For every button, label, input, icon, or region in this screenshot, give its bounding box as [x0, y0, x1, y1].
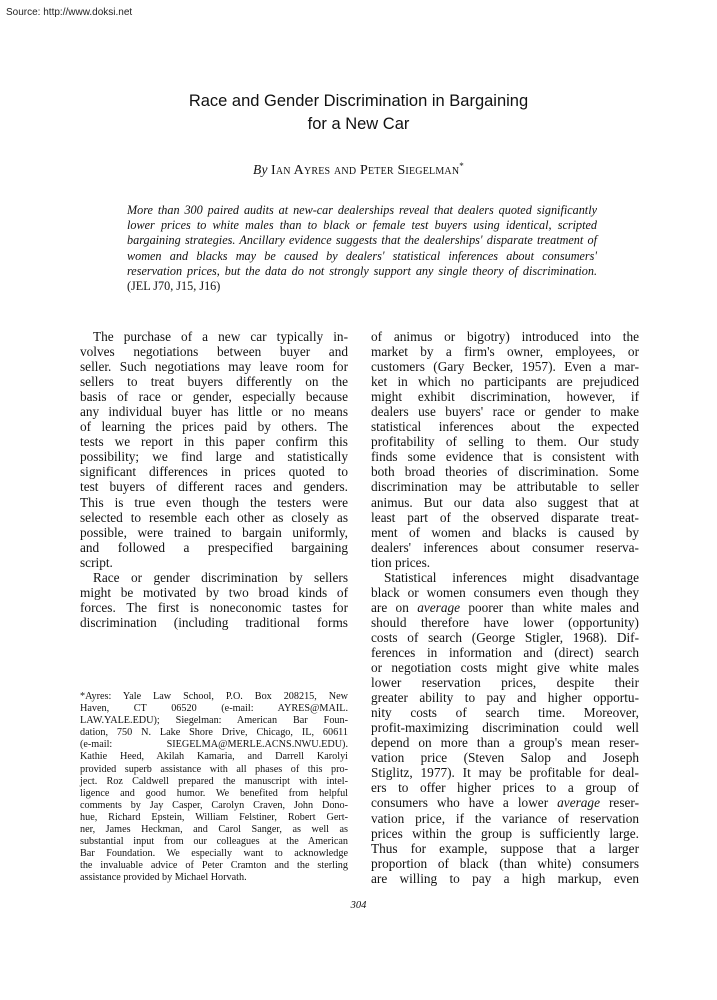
footnote-line: LAW.YALE.EDU); Siegelman: American Bar Foun-	[80, 715, 348, 727]
body-text-line: finds some evidence that is consistent with	[371, 449, 639, 465]
body-text-line: consumers who have a lower average reser-	[371, 795, 639, 811]
footnote-line: *Ayres: Yale Law School, P.O. Box 208215, New	[80, 691, 348, 702]
body-text-line: selected to resemble each other as closely as	[80, 509, 348, 525]
abstract-text: More than 300 paired audits at new-car dealerships reveal that dealers quoted significantly lower prices to white males than to black or female test buyers using identical, scripted bargaining strategies. Ancillary evidence suggests that the dealerships' disparate treatment of women and blacks may be caused by dealers' statistical inferences about consumers' reservation prices, but the data do not strongly support any single theory of discrimination.	[127, 203, 597, 278]
body-text-line: should therefore have lower (opportunity)	[371, 614, 639, 630]
body-text-line: and followed a prespecified bargaining	[80, 539, 348, 555]
footnote-line: ject. Roz Caldwell prepared the manuscript with intel-	[80, 775, 348, 787]
right-column	[371, 329, 639, 886]
body-text-line: greater ability to pay and higher opportu-	[371, 690, 639, 706]
body-text-line: dealers' inferences about consumer reserva-	[371, 539, 639, 555]
body-text-line: This is true even though the testers were	[80, 494, 348, 510]
body-text-line: Stiglitz, 1977). It may be profitable for deal-	[371, 765, 639, 781]
footnote-line: ner, James Heckman, and Carol Sanger, as well as	[80, 824, 348, 836]
author-footnote-mark: *	[459, 161, 464, 171]
body-text-line: or negotiation costs might give white males	[371, 660, 639, 676]
body-text-line: sellers to treat buyers differently on the	[80, 374, 348, 390]
footnote-line: comments by Jay Casper, Carolyn Craven, John Dono-	[80, 799, 348, 811]
body-text-line: of learning the prices paid by others. The	[80, 419, 348, 435]
body-text-line: market by a firm's owner, employees, or	[371, 344, 639, 360]
byline	[0, 161, 717, 179]
emphasis: average	[417, 599, 461, 615]
footnote-line: assistance provided by Michael Horvath.	[80, 872, 247, 884]
body-text-line: might be motivated by two broad kinds of	[80, 584, 348, 600]
source-url: Source: http://www.doksi.net	[6, 7, 133, 18]
body-text-line: vation price (Steven Salop and Joseph	[371, 750, 639, 766]
body-text-line: ers to offer higher prices to a group of	[371, 780, 639, 796]
byline-by: By	[253, 162, 268, 178]
body-text-line: are willing to pay a high markup, even	[371, 870, 639, 886]
body-text-line: forces. The first is noneconomic tastes for	[80, 599, 348, 615]
body-text-line: The purchase of a new car typically in-	[93, 329, 348, 344]
body-text-line: Statistical inferences might disadvantage	[384, 569, 639, 585]
body-text-line: discrimination (including traditional forms	[80, 614, 348, 630]
jel-codes: (JEL J70, J15, J16)	[127, 279, 221, 294]
body-text-line: might exhibit discrimination, however, if	[371, 389, 639, 405]
page-number: 304	[350, 900, 367, 911]
body-text-line: significant differences in prices quoted to	[80, 464, 348, 480]
body-text-line: least part of the observed disparate treat-	[371, 509, 639, 525]
body-text-line: proportion of black (than white) consumers	[371, 855, 639, 871]
body-text-line: both broad theories of discrimination. Some	[371, 464, 639, 480]
body-text-line: tion prices.	[371, 554, 431, 570]
body-text-line: ferences in information and (direct) search	[371, 644, 639, 660]
body-text-line: customers (Gary Becker, 1957). Even a mar-	[371, 359, 639, 375]
body-text-line: nity costs of search time. Moreover,	[371, 705, 639, 721]
footnote-line: (e-mail: SIEGELMA@MERLE.ACNS.NWU.EDU).	[80, 739, 348, 751]
footnote-line: Kathie Heed, Akilah Kamaria, and Darrell Karolyi	[80, 751, 348, 763]
abstract	[127, 203, 597, 294]
body-text-line: animus. But our data also suggest that at	[371, 494, 639, 510]
title-line-2: for a New Car	[307, 115, 410, 133]
body-text-line: dealers use buyers' race or gender to make	[371, 404, 639, 420]
body-text-line: Thus for example, suppose that a larger	[371, 840, 639, 856]
body-text-line: statistical inferences about the expected	[371, 419, 639, 435]
body-text-line: seller. Such negotiations may leave room for	[80, 359, 348, 375]
body-text-line: basis of race or gender, especially because	[80, 389, 348, 405]
body-text-line: ket in which no participants are prejudiced	[371, 374, 639, 390]
paper-title	[0, 90, 717, 136]
footnote-line: dation, 750 N. Lake Shore Drive, Chicago, IL, 60611	[80, 727, 348, 739]
body-text-line: Race or gender discrimination by sellers	[93, 569, 348, 585]
footnote-line: Haven, CT 06520 (e-mail: AYRES@MAIL.	[80, 703, 348, 715]
body-text-line: prices within the group is sufficiently large.	[371, 825, 639, 841]
body-text-line: profitability of selling to them. Our study	[371, 434, 639, 450]
body-text-line: script.	[80, 554, 113, 570]
footnote-line: hue, Richard Epstein, William Felstiner, Robert Gert-	[80, 811, 348, 823]
author-footnote	[80, 691, 348, 885]
footnote-line: provided superb assistance with all phases of this pro-	[80, 763, 348, 775]
body-text-line: of animus or bigotry) introduced into the	[371, 329, 639, 344]
body-text-line: vation price, if the variance of reservation	[371, 810, 639, 826]
left-column	[80, 329, 348, 630]
body-text-line: are on average poorer than white males and	[371, 599, 639, 615]
body-text-line: possible, were trained to bargain uniformly,	[80, 524, 348, 540]
footnote-line: substantial input from our colleagues at the American	[80, 836, 348, 848]
byline-authors: Ian Ayres and Peter Siegelman	[271, 163, 460, 179]
body-text-line: discrimination may be attributable to seller	[371, 479, 639, 495]
body-text-line: tests we report in this paper confirm this	[80, 434, 348, 450]
body-text-line: ment of women and blacks is caused by	[371, 524, 639, 540]
body-text-line: possibility; we find large and statistically	[80, 449, 348, 465]
title-line-1: Race and Gender Discrimination in Bargaining	[188, 92, 529, 110]
body-text-line: profit-maximizing discrimination could well	[371, 720, 639, 736]
body-text-line: depend on more than a group's mean reser-	[371, 735, 639, 751]
body-text-line: test buyers of different races and genders.	[80, 479, 348, 495]
body-text-line: any individual buyer has little or no means	[80, 404, 348, 420]
footnote-line: ligence and good humor. We benefited from helpful	[80, 787, 348, 799]
body-text-line: black or women consumers even though they	[371, 584, 639, 600]
body-text-line: lower reservation prices, despite their	[371, 675, 639, 691]
emphasis: average	[557, 795, 600, 811]
body-text-line: volves negotiations between buyer and	[80, 344, 348, 360]
footnote-line: Bar Foundation. We especially want to acknowledge	[80, 848, 348, 860]
footnote-line: the invaluable advice of Peter Cramton and the sterling	[80, 860, 348, 872]
body-text-line: costs of search (George Stigler, 1968). Dif-	[371, 629, 639, 645]
